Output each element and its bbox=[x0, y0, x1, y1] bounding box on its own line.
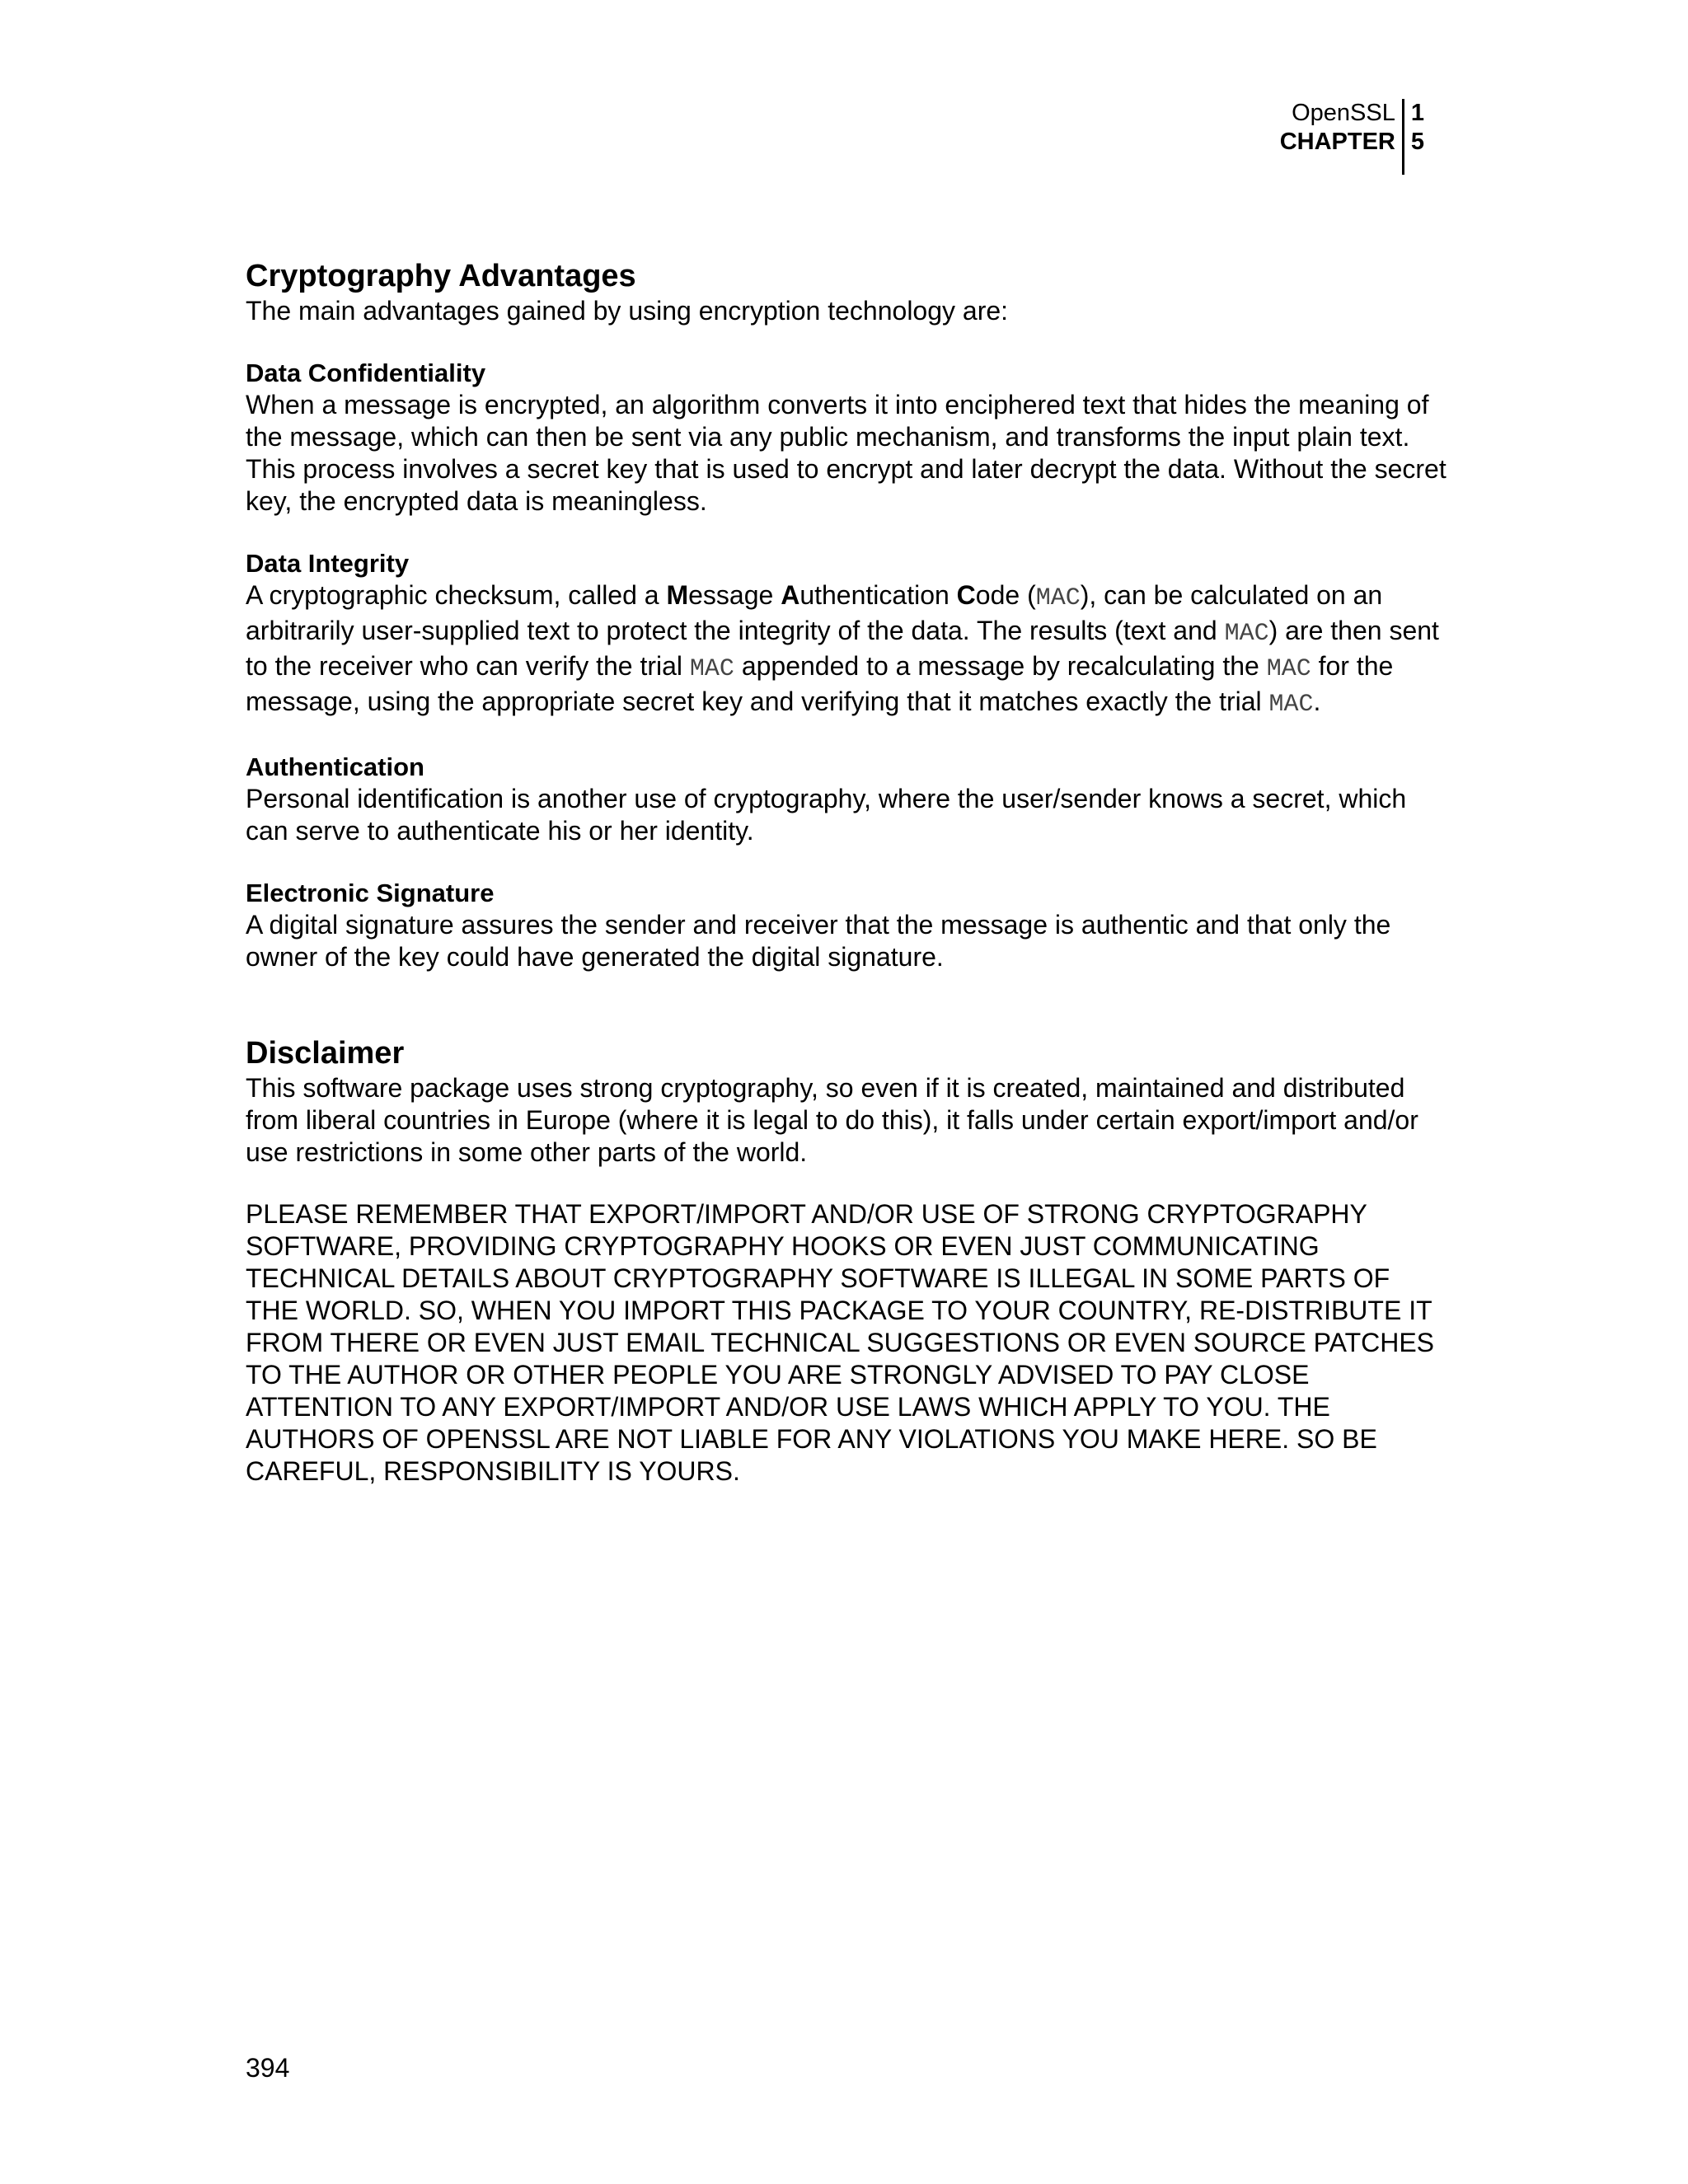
running-header-labels bbox=[1280, 99, 1402, 157]
subheading-data-confidentiality: Data Confidentiality bbox=[246, 359, 486, 387]
chapter-number-digit-1: 1 bbox=[1410, 100, 1424, 126]
paragraph-data-integrity: A cryptographic checksum, called a Message Authentication Code (MAC), can be calculated on an arbitrarily user-supplied text to protect the integrity of the data. The results (text and MAC) are then sent to the receiver who can verify the trial MAC appended to a message by recalculating the MAC for the message, using the appropriate secret key and verifying that it matches exactly the trial MAC. bbox=[246, 580, 1439, 719]
paragraph-disclaimer-1: This software package uses strong cryptography, so even if it is created, maintained and distributed from liberal countries in Europe (where it is legal to do this), it falls under certain export/import and/or use restrictions in some other parts of the world. bbox=[246, 1073, 1418, 1167]
section-title-cryptography-advantages: Cryptography Advantages bbox=[246, 259, 636, 293]
mac-code: MAC bbox=[1035, 584, 1081, 612]
subheading-electronic-signature: Electronic Signature bbox=[246, 879, 495, 907]
subheading-authentication: Authentication bbox=[246, 752, 424, 781]
chapter-number bbox=[1404, 99, 1424, 157]
paragraph-electronic-signature: A digital signature assures the sender and receiver that the message is authentic and that only the owner of the key could have generated the digital signature. bbox=[246, 910, 1391, 972]
paragraph-authentication: Personal identification is another use of cryptography, where the user/sender knows a secret, which can serve to authenticate his or her identity. bbox=[246, 784, 1407, 846]
paragraph-data-confidentiality: When a message is encrypted, an algorithm converts it into enciphered text that hides the meaning of the message, which can then be sent via any public mechanism, and transforms the input plain text. This process involves a secret key that is used to encrypt and later decrypt the data. Without the secret key, the encrypted data is meaningless. bbox=[246, 390, 1447, 516]
product-name: OpenSSL bbox=[1292, 100, 1395, 126]
section-intro: The main advantages gained by using encryption technology are: bbox=[246, 296, 1009, 326]
mac-code: MAC bbox=[1224, 620, 1269, 648]
running-header bbox=[1280, 99, 1424, 175]
mac-code: MAC bbox=[1266, 655, 1311, 683]
mac-code: MAC bbox=[1268, 691, 1314, 719]
chapter-label: CHAPTER bbox=[1279, 129, 1395, 155]
subheading-data-integrity: Data Integrity bbox=[246, 549, 410, 578]
mac-code: MAC bbox=[689, 655, 734, 683]
page-number: 394 bbox=[246, 2053, 290, 2083]
chapter-number-digit-2: 5 bbox=[1410, 129, 1424, 155]
paragraph-disclaimer-warning: PLEASE REMEMBER THAT EXPORT/IMPORT AND/OR USE OF STRONG CRYPTOGRAPHY SOFTWARE, PROVIDING CRYPTOGRAPHY HOOKS OR EVEN JUST COMMUNICATING TECHNICAL DETAILS ABOUT CRYPTOGRAPHY SOFTWARE IS ILLEGAL IN SOME PARTS OF THE WORLD. SO, WHEN YOU IMPORT THIS PACKAGE TO YOUR COUNTRY, RE-DISTRIBUTE IT FROM THERE OR EVEN JUST EMAIL TECHNICAL SUGGESTIONS OR EVEN SOURCE PATCHES TO THE AUTHOR OR OTHER PEOPLE YOU ARE STRONGLY ADVISED TO PAY CLOSE ATTENTION TO ANY EXPORT/IMPORT AND/OR USE LAWS WHICH APPLY TO YOU. THE AUTHORS OF OPENSSL ARE NOT LIABLE FOR ANY VIOLATIONS YOU MAKE HERE. SO BE CAREFUL, RESPONSIBILITY IS YOURS. bbox=[246, 1199, 1435, 1486]
section-title-disclaimer: Disclaimer bbox=[246, 1036, 405, 1071]
page-content bbox=[246, 257, 1449, 1488]
